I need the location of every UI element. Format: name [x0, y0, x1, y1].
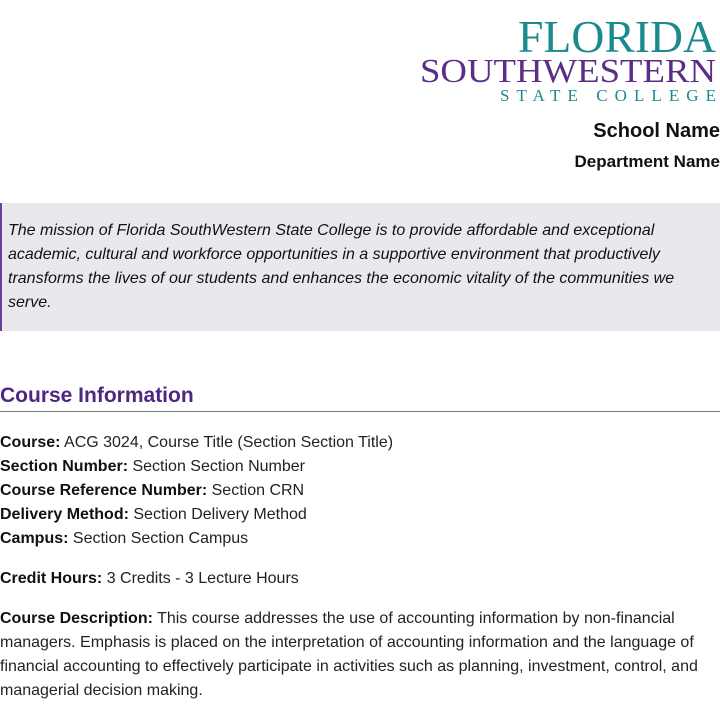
course-information-heading: Course Information [0, 384, 194, 407]
spacer [0, 551, 712, 567]
course-value: ACG 3024, Course Title (Section Section Title) [64, 434, 394, 451]
section-number-label: Section Number: [0, 458, 129, 475]
credit-hours-row [0, 567, 712, 591]
crn-row [0, 479, 712, 503]
school-name: School Name [593, 120, 720, 142]
section-number-value: Section Section Number [132, 458, 305, 475]
course-label: Course: [0, 434, 61, 451]
delivery-method-row [0, 503, 712, 527]
section-divider [0, 411, 720, 412]
course-information [0, 431, 712, 703]
logo-line-southwestern: SOUTHWESTERN [420, 53, 716, 90]
college-logo [418, 8, 718, 104]
logo-line-state-college: STATE COLLEGE [500, 86, 716, 104]
section-number-row [0, 455, 712, 479]
spacer [0, 591, 712, 607]
campus-value: Section Section Campus [72, 530, 249, 547]
crn-label: Course Reference Number: [0, 482, 208, 499]
campus-label: Campus: [0, 530, 69, 547]
delivery-method-label: Delivery Method: [0, 506, 129, 523]
course-description-row [0, 607, 712, 703]
credit-hours-label: Credit Hours: [0, 570, 103, 587]
header [0, 0, 720, 200]
campus-row [0, 527, 712, 551]
mission-statement: The mission of Florida SouthWestern State College is to provide affordable and exceptional academic, cultural and workforce opportunities in a supportive environment that productively transforms the lives of our students and enhances the economic vitality of the communities we serve. [0, 203, 720, 331]
credit-hours-value: 3 Credits - 3 Lecture Hours [106, 570, 299, 587]
course-description-label: Course Description: [0, 610, 153, 627]
logo-line-florida: FLORIDA [518, 11, 716, 62]
course-description-value: This course addresses the use of accounting information by non-financial managers. Emphasis is placed on the interpretation of accounting information and the language of financial accounting to effectively participate in activities such as planning, investment, control, and managerial decision making. [0, 610, 698, 699]
department-name: Department Name [574, 152, 720, 171]
crn-value: Section CRN [211, 482, 305, 499]
course-row [0, 431, 712, 455]
delivery-method-value: Section Delivery Method [133, 506, 307, 523]
